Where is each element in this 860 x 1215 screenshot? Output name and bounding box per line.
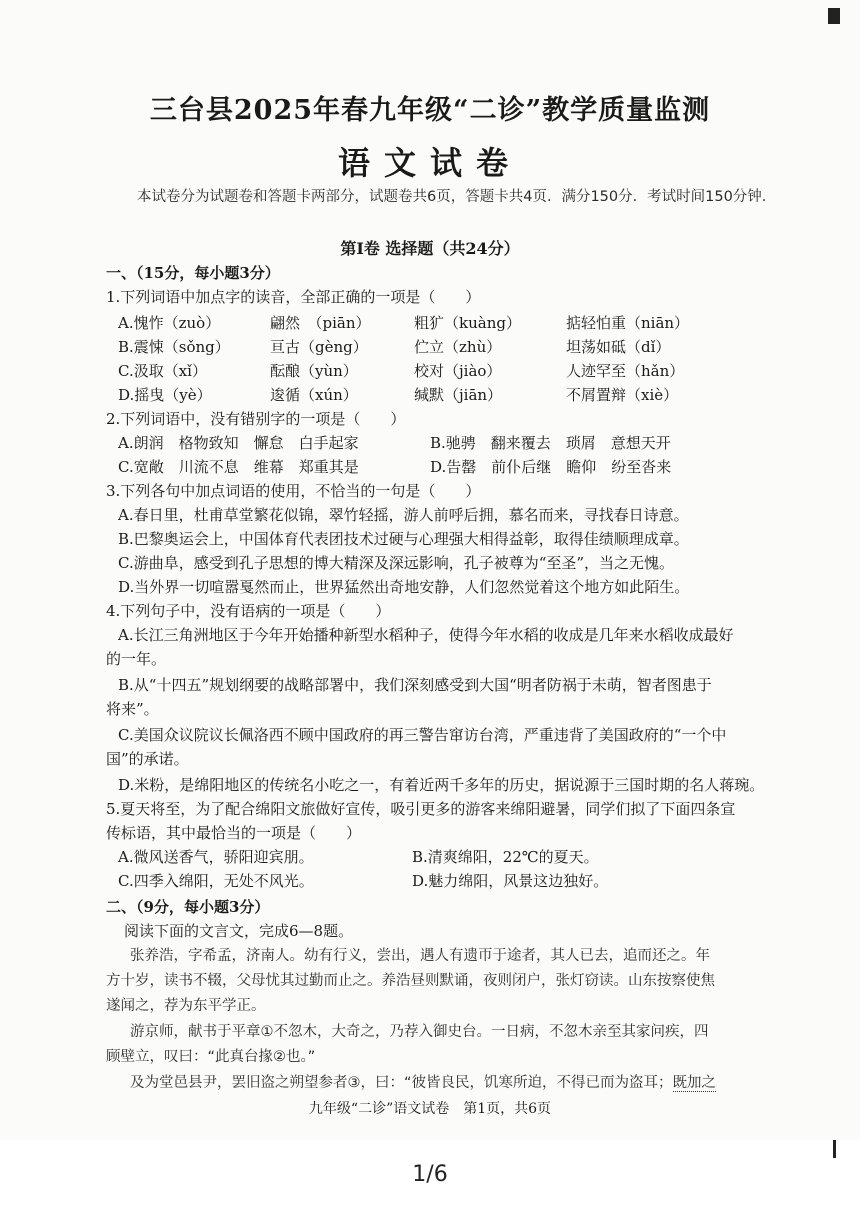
section1-title: 一、（15分，每小题3分） [106, 264, 280, 282]
scan-edge-mark [833, 1140, 836, 1158]
q1-c-word2: 酝酿（yùn） [270, 362, 358, 380]
passage-p3-line1 [130, 1071, 716, 1096]
passage-p3-underlined: 既加之 [672, 1075, 717, 1091]
q3-option-b: B.巴黎奥运会上，中国体育代表团技术过硬与心理强大相得益彰，取得佳绩顺理成章。 [118, 530, 689, 548]
q3-stem: 3.下列各句中加点词语的使用，不恰当的一句是（ ） [106, 482, 481, 500]
passage-p1-line2: 方十岁，读书不辍，父母忧其过勤而止之。养浩昼则默诵，夜则闭户，张灯窃读。山东按察使焦 [106, 973, 715, 989]
q2-options-row2 [118, 456, 798, 478]
q4-option-a-line2: 的一年。 [106, 650, 167, 668]
q5-options-row1 [118, 846, 798, 868]
q5-stem-line1: 5.夏天将至，为了配合绵阳文旅做好宣传，吸引更多的游客来绵阳避暑，同学们拟了下面四条宣 [106, 800, 736, 818]
part1-title: 第Ⅰ卷 选择题（共24分） [340, 239, 520, 258]
q1-c-word1: C.汲取（xǐ） [118, 362, 207, 380]
q2-option-b: B.驰骋 翻来覆去 琐屑 意想天开 [430, 434, 671, 452]
q4-stem: 4.下列句子中，没有语病的一项是（ ） [106, 602, 391, 620]
q1-a-word4: 掂轻怕重（niān） [566, 314, 690, 332]
q5-option-d: D.魅力绵阳，风景这边独好。 [412, 872, 609, 890]
q1-d-word4: 不屑置辩（xiè） [566, 386, 679, 404]
q5-options-row2 [118, 870, 798, 892]
q2-stem: 2.下列词语中，没有错别字的一项是（ ） [106, 410, 406, 428]
q4-option-d: D.米粉，是绵阳地区的传统名小吃之一，有着近两千多年的历史，据说源于三国时期的名人蒋琬。 [118, 776, 765, 794]
q1-option-a [118, 312, 798, 334]
q1-a-word1: A.愧怍（zuò） [118, 314, 221, 332]
q4-option-b-line1: B.从“十四五”规划纲要的战略部署中，我们深刻感受到大国“明者防祸于未萌，智者图患于 [118, 676, 712, 694]
q4-option-c-line2: 国”的承诺。 [106, 750, 189, 768]
q1-a-word2: 翩然 （piān） [270, 314, 371, 332]
q2-option-a: A.朗润 格物致知 懈怠 白手起家 [118, 434, 359, 452]
q3-option-d: D.当外界一切喧嚣戛然而止，世界猛然出奇地安静，人们忽然觉着这个地方如此陌生。 [118, 578, 690, 596]
q1-d-word3: 缄默（jiān） [414, 386, 503, 404]
section2-instruction: 阅读下面的文言文，完成6—8题。 [124, 922, 354, 940]
q3-option-c: C.游曲阜，感受到孔子思想的博大精深及深远影响，孔子被尊为“至圣”，当之无愧。 [118, 554, 675, 572]
q5-option-c: C.四季入绵阳，无处不风光。 [118, 872, 314, 890]
q1-a-word3: 粗犷（kuàng） [414, 314, 521, 332]
passage-p2-line2: 顾壁立，叹曰：“此真台掾②也。” [106, 1049, 316, 1065]
q1-b-word2: 亘古（gèng） [270, 338, 368, 356]
q4-option-a-line1: A.长江三角洲地区于今年开始播种新型水稻种子，使得今年水稻的收成是几年来水稻收成最好 [118, 626, 734, 644]
q3-option-a: A.春日里，杜甫草堂繁花似锦，翠竹轻摇，游人前呼后拥，慕名而来，寻找春日诗意。 [118, 506, 689, 524]
q1-stem: 1.下列词语中加点字的读音，全部正确的一项是（ ） [106, 288, 481, 306]
q2-option-d: D.告罄 前仆后继 瞻仰 纷至沓来 [430, 458, 672, 476]
q1-c-word3: 校对（jiào） [414, 362, 502, 380]
q2-option-c: C.宽敞 川流不息 维幕 郑重其是 [118, 458, 359, 476]
q1-c-word4: 人迹罕至（hǎn） [566, 362, 685, 380]
q5-option-b: B.清爽绵阳，22℃的夏天。 [412, 848, 599, 866]
exam-instructions: 本试卷分为试题卷和答题卡两部分，试题卷共6页，答题卡共4页．满分150分．考试时间150分钟． [137, 189, 777, 205]
passage-p1-line3: 遂闻之，荐为东平学正。 [106, 998, 266, 1014]
page-indicator: 1/6 [412, 1162, 448, 1187]
q1-d-word2: 逡循（xún） [270, 386, 358, 404]
exam-subject-title: 语文试卷 [337, 144, 522, 182]
passage-p2-line1: 游京师，献书于平章①不忽木，大奇之，乃荐入御史台。一日病，不忽木亲至其家问疾，四 [130, 1024, 709, 1040]
q1-option-b [118, 336, 798, 358]
q1-b-word4: 坦荡如砥（dǐ） [566, 338, 671, 356]
q1-b-word3: 伫立（zhù） [414, 338, 502, 356]
q5-stem-line2: 传标语，其中最恰当的一项是（ ） [106, 824, 362, 842]
passage-p1-line1: 张养浩，字希孟，济南人。幼有行义，尝出，遇人有遗帀于途者，其人已去，追而还之。年 [130, 948, 710, 964]
page-footer: 九年级“二诊”语文试卷 第1页，共6页 [308, 1101, 552, 1117]
q2-options-row1 [118, 432, 798, 454]
q1-d-word1: D.摇曳（yè） [118, 386, 212, 404]
section2-title: 二、（9分，每小题3分） [106, 898, 270, 916]
scan-corner-mark [828, 8, 840, 24]
q1-option-d [118, 384, 798, 406]
passage-p3-text: 及为堂邑县尹，罢旧盗之朔望参者③，曰：“彼皆良民，饥寒所迫，不得已而为盗耳； [130, 1075, 673, 1091]
q5-option-a: A.微风送香气，骄阳迎宾朋。 [118, 848, 314, 866]
q4-option-c-line1: C.美国众议院议长佩洛西不顾中国政府的再三警告窜访台湾，严重违背了美国政府的“一个中 [118, 726, 727, 744]
q1-option-c [118, 360, 798, 382]
q1-b-word1: B.震悚（sǒng） [118, 338, 230, 356]
q4-option-b-line2: 将来”。 [106, 700, 159, 718]
exam-title: 三台县2025年春九年级“二诊”教学质量监测 [149, 95, 711, 126]
